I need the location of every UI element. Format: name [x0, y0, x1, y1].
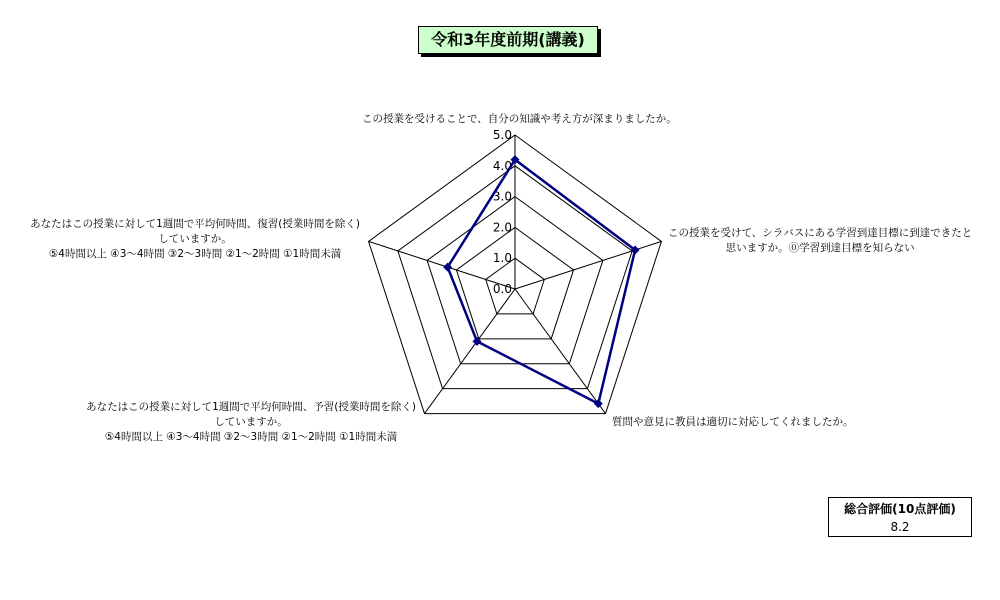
overall-score-label: 総合評価(10点評価): [844, 502, 956, 516]
axis-label-understanding: [362, 112, 677, 127]
axis-label-line: 思いますか。⓪学習到達目標を知らない: [725, 242, 915, 254]
axis-label-line: していますか。: [214, 416, 288, 428]
axis-spoke: [515, 241, 661, 289]
axis-spoke: [515, 289, 606, 414]
axis-label-preparation-hours: [86, 400, 416, 445]
tick-label: 2.0: [492, 220, 512, 235]
axis-label-line: していますか。: [158, 233, 232, 245]
axis-spoke: [424, 289, 515, 414]
axis-label-review-hours: [30, 217, 360, 262]
tick-label: 3.0: [492, 189, 512, 204]
data-point-marker: [472, 337, 481, 346]
chart-title: 令和3年度前期(講義): [418, 26, 598, 54]
axis-label-line: あなたはこの授業に対して1週間で平均何時間、復習(授業時間を除く): [30, 218, 360, 230]
overall-score-box: [828, 497, 972, 537]
axis-label-learning-goals: [668, 226, 972, 256]
data-series-line: [448, 160, 635, 404]
axis-label-line: 質問や意見に教員は適切に対応してくれましたか。: [612, 416, 854, 428]
data-point-marker: [594, 399, 603, 408]
axis-label-line: この授業を受けて、シラバスにある学習到達目標に到達できたと: [668, 227, 973, 239]
axis-label-line: この授業を受けることで、自分の知識や考え方が深まりましたか。: [362, 113, 677, 125]
tick-label: 0.0: [492, 282, 512, 296]
axis-label-line: ⑤4時間以上 ④3～4時間 ③2～3時間 ②1～2時間 ①1時間未満: [104, 431, 398, 443]
axis-label-teacher-response: [612, 415, 854, 430]
overall-score-value: 8.2: [890, 520, 910, 534]
axis-label-line: あなたはこの授業に対して1週間で平均何時間、予習(授業時間を除く): [86, 401, 416, 413]
tick-label: 5.0: [492, 128, 512, 142]
axis-label-line: ⑤4時間以上 ④3～4時間 ③2～3時間 ②1～2時間 ①1時間未満: [48, 248, 342, 260]
tick-label: 4.0: [492, 158, 512, 173]
tick-label: 1.0: [492, 251, 512, 266]
